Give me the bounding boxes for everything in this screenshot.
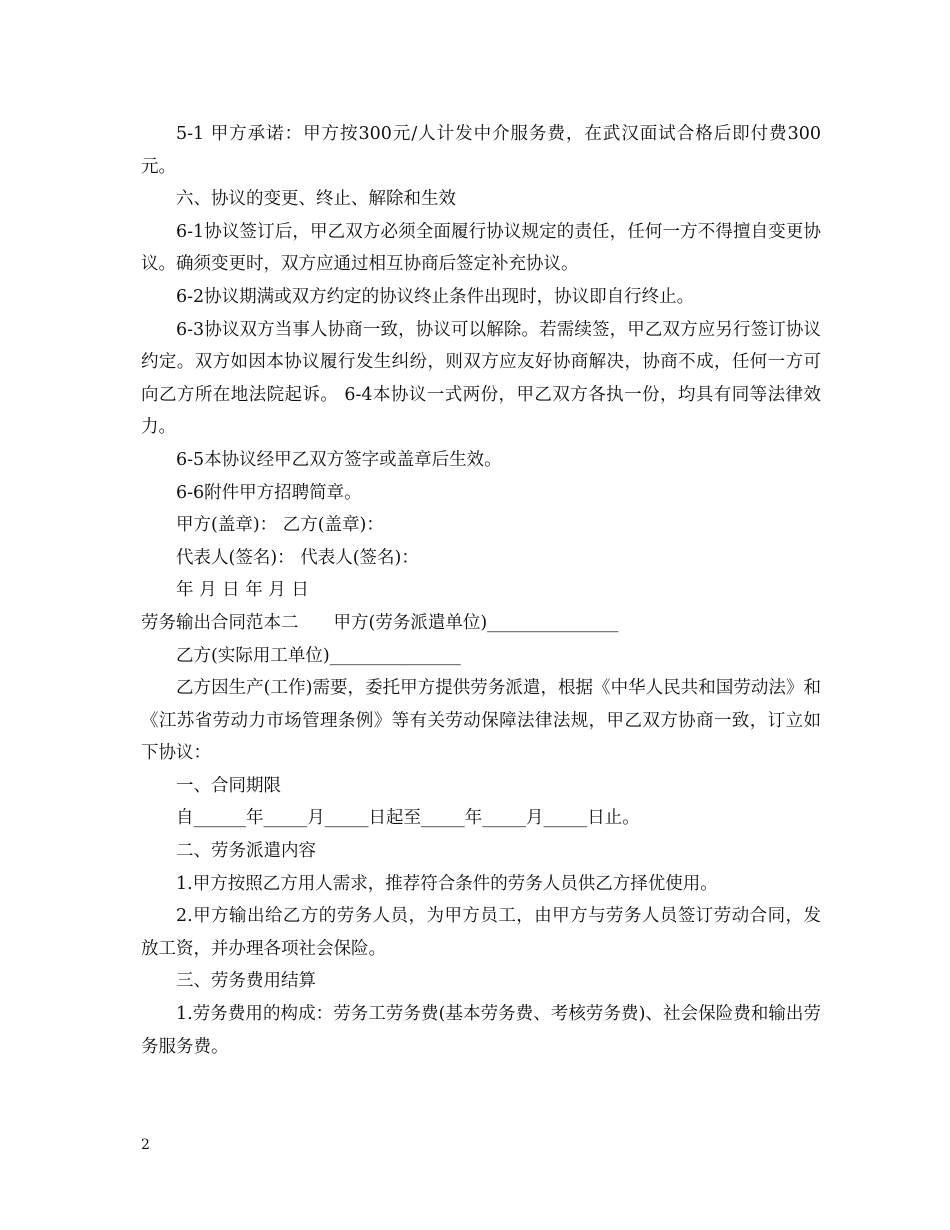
clause-6-5: 6-5本协议经甲乙双方签字或盖章后生效。 — [176, 449, 502, 470]
section-heading-1: 一、合同期限 — [176, 775, 281, 796]
contract-term-line: 自______年_____月_____日起至_____年_____月_____日止。 — [176, 808, 640, 829]
fee-item-1: 1.劳务费用的构成：劳务工劳务费(基本劳务费、考核劳务费)、社会保险费和输出劳务服务费。 — [141, 1004, 821, 1057]
page-number: 2 — [141, 1137, 150, 1153]
clause-6-6: 6-6附件甲方招聘简章。 — [176, 482, 362, 503]
clause-5-1: 5-1 甲方承诺：甲方按300元/人计发中介服务费，在武汉面试合格后即付费300元。 — [141, 124, 821, 177]
clause-6-3: 6-3协议双方当事人协商一致，协议可以解除。若需续签，甲乙双方应另行签订协议约定。双方如因本协议履行发生纠纷，则双方应友好协商解决，协商不成，任何一方可向乙方所在地法院起诉。 6-4本协议一式两份，甲乙双方各执一份，均具有同等法律效力。 — [141, 319, 821, 438]
dispatch-item-2: 2.甲方输出给乙方的劳务人员，为甲方员工，由甲方与劳务人员签订劳动合同，发放工资，并办理各项社会保险。 — [141, 906, 821, 959]
clause-6-2: 6-2协议期满或双方约定的协议终止条件出现时，协议即自行终止。 — [176, 286, 695, 307]
section-heading-6: 六、协议的变更、终止、解除和生效 — [176, 189, 456, 210]
section-heading-3: 三、劳务费用结算 — [176, 971, 316, 992]
clause-6-1: 6-1协议签订后，甲乙双方必须全面履行协议规定的责任，任何一方不得擅自变更协议。确须变更时，双方应通过相互协商后签定补充协议。 — [141, 221, 821, 275]
date-line: 年 月 日 年 月 日 — [176, 580, 309, 601]
seal-line: 甲方(盖章)： 乙方(盖章)： — [176, 515, 384, 536]
contract-template-title: 劳务输出合同范本二 甲方(劳务派遣单位)_______________ — [141, 612, 619, 633]
document-body — [141, 118, 821, 1063]
preamble-paragraph: 乙方因生产(工作)需要，委托甲方提供劳务派遣，根据《中华人民共和国劳动法》和《江苏省劳动力市场管理条例》等有关劳动保障法律法规，甲乙双方协商一致，订立如下协议： — [141, 678, 821, 764]
signature-line: 代表人(签名)： 代表人(签名)： — [176, 547, 419, 568]
party-b-line: 乙方(实际用工单位)_______________ — [176, 645, 461, 666]
dispatch-item-1: 1.甲方按照乙方用人需求，推荐符合条件的劳务人员供乙方择优使用。 — [176, 873, 718, 894]
section-heading-2: 二、劳务派遣内容 — [176, 841, 316, 862]
